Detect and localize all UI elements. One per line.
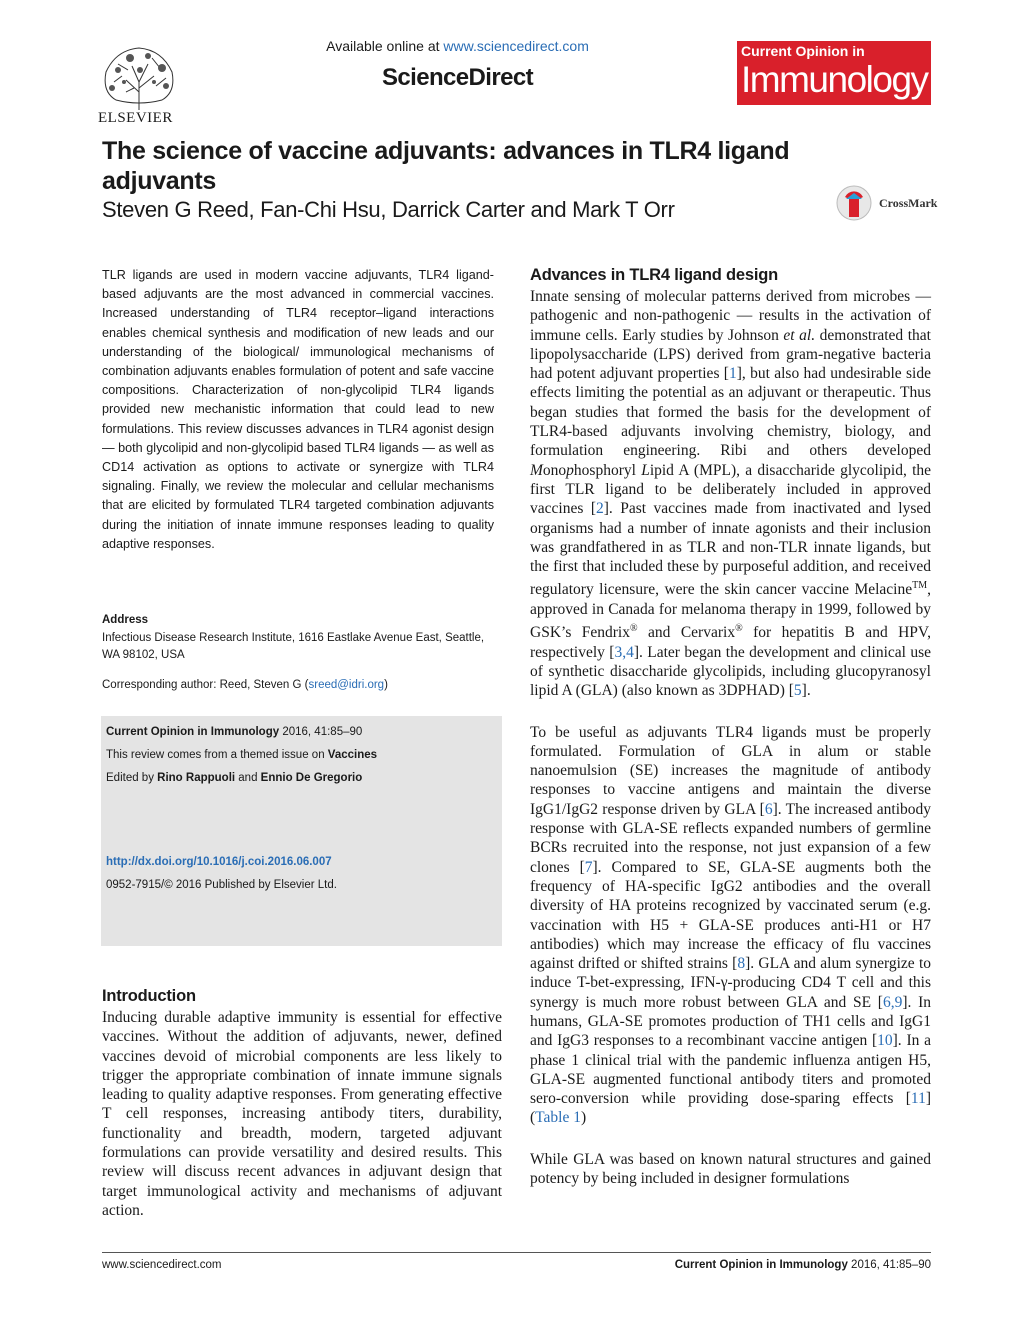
ref-link-3-4[interactable]: 3,4 xyxy=(614,643,634,661)
advances-heading: Advances in TLR4 ligand design xyxy=(530,266,778,284)
infobox-doi xyxy=(106,856,332,868)
advances-paragraph-3: While GLA was based on known natural structures and gained potency by being included in designer formulations xyxy=(530,1150,931,1188)
doi-link[interactable]: http://dx.doi.org/10.1016/j.coi.2016.06.007 xyxy=(106,856,332,868)
ref-link-2[interactable]: 2 xyxy=(595,500,604,518)
ref-link-6-9[interactable]: 6,9 xyxy=(882,993,903,1011)
available-online: Available online at www.sciencedirect.com xyxy=(326,38,589,54)
ref-link-8[interactable]: 8 xyxy=(737,955,746,973)
intro-heading: Introduction xyxy=(102,987,196,1005)
infobox-copyright: 0952-7915/© 2016 Published by Elsevier Ltd. xyxy=(106,879,337,891)
journal-logo xyxy=(737,41,931,105)
address-heading: Address xyxy=(102,614,149,626)
advances-paragraph-1: Innate sensing of molecular patterns derived from microbes — pathogenic and non-pathogenic — results in the activation of immune cells. Early studies by Johnson et al. demonstrated that lipopolysaccharide (LPS) derived from gram-negative bacteria had potent adjuvant properties [1], but also had undesirable side effects limiting the potential as an adjuvant or therapeutic. Thus began studies that formed the basis for the development of TLR4-based adjuvants involving chemistry, biology, and formulation engineering. Ribi and others developed Monophosphoryl Lipid A (MPL), a disaccharide glycolipid, the first TLR ligand to be deliberately included in approved vaccines [2]. Past vaccines made from inactivated and lysed organisms had a number of innate agonists and their inclusion was grandfathered in as TLR and non-TLR innate ligands, but the first that included these by purposeful addition, and received regulatory licensure, were the skin cancer vaccine Melacine™, approved in Canada for melanoma therapy in 1999, followed by GSK’s Fendrix® and Cervarix® for hepatitis B and HPV, respectively [3,4]. Later began the development and clinical use of synthetic disaccharide glycolipids, including glucopyranosyl lipid A (GLA) (also known as 3DPHAD) [5]. xyxy=(530,288,932,700)
advances-body xyxy=(530,287,931,1210)
crossmark-label: CrossMark xyxy=(879,196,938,210)
article-info-box xyxy=(101,716,502,946)
crossmark-badge[interactable] xyxy=(835,183,938,223)
infobox-citation: Current Opinion in Immunology 2016, 41:85–90 xyxy=(106,726,363,738)
sciencedirect-link[interactable]: www.sciencedirect.com xyxy=(443,38,589,54)
ref-link-11[interactable]: 11 xyxy=(910,1090,926,1108)
table-1-link[interactable]: Table 1 xyxy=(535,1109,581,1127)
email-link[interactable]: sreed@idri.org xyxy=(308,679,385,691)
footer-rule xyxy=(102,1252,931,1253)
sciencedirect-wordmark: ScienceDirect xyxy=(382,64,533,91)
ref-link-7[interactable]: 7 xyxy=(584,858,593,876)
journal-logo-main: Immunology xyxy=(741,59,928,100)
address-text: Infectious Disease Research Institute, 1616 Eastlake Avenue East, Seattle, WA 98102, USA xyxy=(102,632,485,661)
ref-link-10[interactable]: 10 xyxy=(877,1032,893,1050)
infobox-editors: Edited by Rino Rappuoli and Ennio De Gregorio xyxy=(106,772,363,784)
footer-citation: Current Opinion in Immunology 2016, 41:85–90 xyxy=(674,1259,931,1271)
publisher-name: ELSEVIER xyxy=(98,110,173,126)
corresponding-author: Corresponding author: Reed, Steven G (sreed@idri.org) xyxy=(102,679,388,691)
footer-site: www.sciencedirect.com xyxy=(102,1259,222,1271)
article-authors: Steven G Reed, Fan-Chi Hsu, Darrick Carter and Mark T Orr xyxy=(102,197,675,222)
infobox-theme: This review comes from a themed issue on Vaccines xyxy=(106,749,378,761)
intro-text: Inducing durable adaptive immunity is essential for effective vaccines. Without the addition of adjuvants, newer, defined vaccines devoid of microbial components are less likely to trigger the appropriate combination of innate immune signals leading to quality adaptive responses. From generating effective T cell responses, increasing antibody titers, durability, functionality and breadth, modern, targeted adjuvant formulations can provide versatility and desired results. This review will discuss recent advances in adjuvant design that target immunological activity and mechanisms of adjuvant action. xyxy=(102,1009,502,1219)
journal-logo-top: Current Opinion in xyxy=(741,43,865,59)
article-title: The science of vaccine adjuvants: advances in TLR4 ligand adjuvants xyxy=(102,137,790,195)
advances-paragraph-2: To be useful as adjuvants TLR4 ligands must be properly formulated. Formulation of GLA in alum or stable nanoemulsion (SE) increases the magnitude of antibody responses to vaccine antigens and maintain the diverse IgG1/IgG2 response driven by GLA [6]. The increased antibody response with GLA-SE reflects expanded numbers of germline BCRs recruited into the response, not just expansion of a few clones [7]. Compared to SE, GLA-SE augments both the frequency of HA-specific IgG2 antibodies and the overall diversity of HA proteins recognized by vaccinated serum (e.g. vaccination with H5 + GLA-SE produces anti-H1 or H7 antibodies) which may increase the efficacy of flu vaccines against drifted or shifted strains [8]. GLA and alum synergize to induce T-bet-expressing, IFN-γ-producing CD4 T cell and this synergy is much more robust between GLA and SE [6,9]. In humans, GLA-SE promotes production of TH1 cells and IgG1 and IgG3 responses to a recombinant vaccine antigen [10]. In a phase 1 clinical trial with the pandemic influenza antigen H5, GLA-SE augmented functional antibody titers and promoted sero-conversion while providing dose-sparing effects [11] (Table 1) xyxy=(530,723,932,1127)
ref-link-1[interactable]: 1 xyxy=(728,365,737,383)
ref-link-5[interactable]: 5 xyxy=(793,682,802,700)
ref-link-6[interactable]: 6 xyxy=(764,800,773,818)
abstract: TLR ligands are used in modern vaccine adjuvants, TLR4 ligand-based adjuvants are the most advanced in commercial vaccines. Increased understanding of TLR4 receptor–ligand interactions enables chemical synthesis and modification of new leads and our understanding of the biological/ immunological mechanisms of combination adjuvants enables formulation of potent and safe vaccine compositions. Characterization of non-glycolipid TLR4 ligands provided new mechanistic information that could lead to new formulations. This review discusses advances in TLR4 agonist design — both glycolipid and non-glycolipid based TLR4 ligands — as well as CD14 activation as options to activate or synergize with TLR4 signaling. Finally, we review the molecular and cellular mechanisms that are elicited by formulated TLR4 targeted combination adjuvants during the initiation of innate immune responses leading to quality adaptive responses. xyxy=(102,268,494,551)
crossmark-icon xyxy=(835,183,875,223)
